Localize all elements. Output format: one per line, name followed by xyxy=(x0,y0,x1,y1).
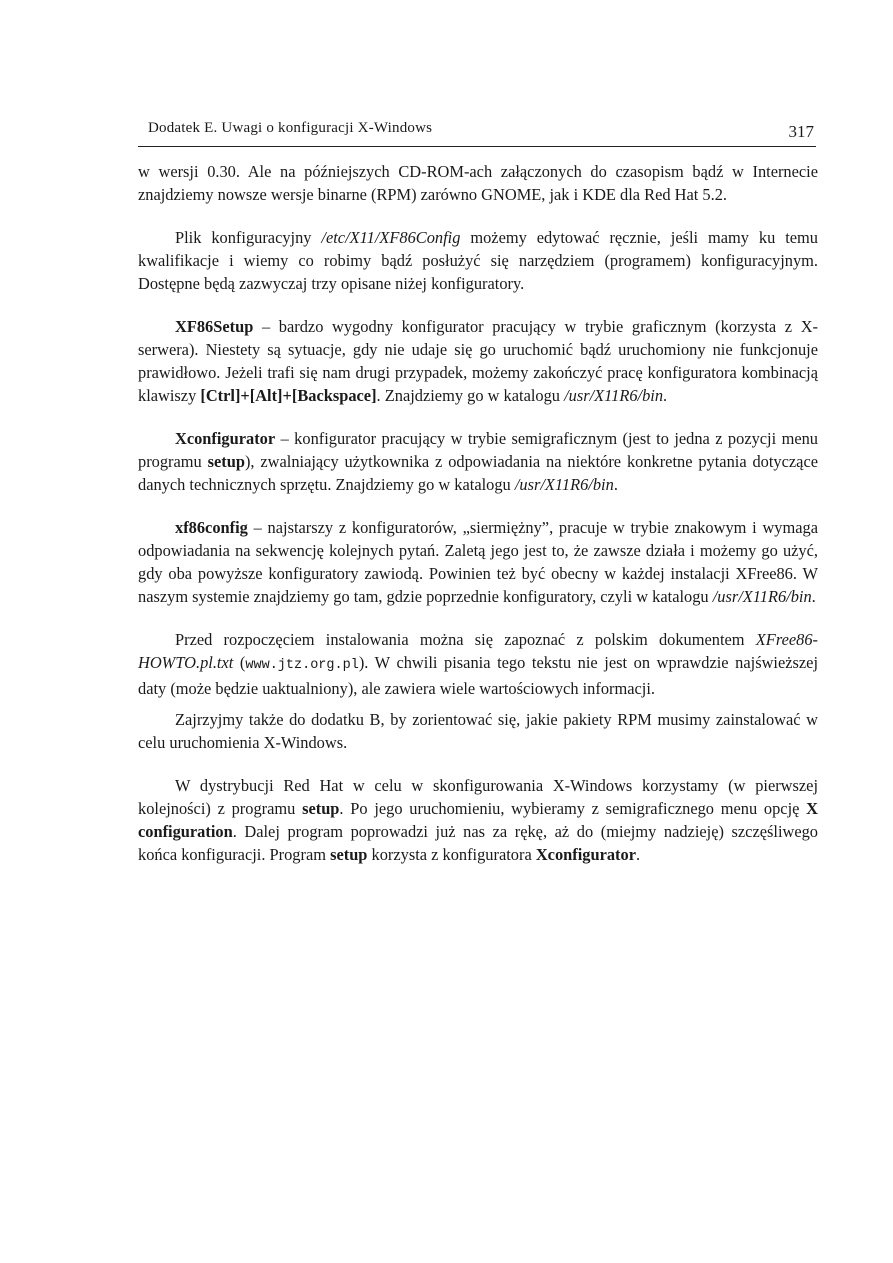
chapter-title: Dodatek E. Uwagi o konfiguracji X-Windows xyxy=(148,120,433,136)
paragraph-appendix-b: Zajrzyjmy także do dodatku B, by zorientować się, jakie pakiety RPM musimy zainstalować w celu uruchomienia X-Windows. xyxy=(138,710,818,752)
paragraph-2: Plik konfiguracyjny /etc/X11/XF86Config możemy edytować ręcznie, jeśli mamy ku temu kwalifikacje i wiemy co robimy bądź posłużyć się narzędziem (programem) konfiguracyjnym. Dostępne będą zazwyczaj trzy opisane niżej konfiguratory. xyxy=(138,228,818,293)
bin-path: /usr/X11R6/bin xyxy=(564,386,664,405)
running-header xyxy=(138,118,816,147)
page-number: 317 xyxy=(788,122,814,141)
howto-document: XFree86-HOWTO.pl.txt xyxy=(138,630,818,672)
bin-path: /usr/X11R6/bin xyxy=(514,475,614,494)
body-text xyxy=(138,160,818,886)
paragraph-xconfigurator: Xconfigurator – konfigurator pracujący w trybie semigraficznym (jest to jedna z pozycji menu programu setup), zwalniający użytkownika z odpowiadania na niektóre konkretne pytania dotyczące danych technicznych sprzętu. Znajdziemy go w katalogu /usr/X11R6/bin. xyxy=(138,429,818,494)
term-xconfigurator: Xconfigurator xyxy=(535,845,636,864)
website-url: www.jtz.org.pl xyxy=(245,658,359,673)
term-xf86config: xf86config xyxy=(175,518,248,537)
paragraph-xf86setup: XF86Setup – bardzo wygodny konfigurator pracujący w trybie graficznym (korzysta z X-serwera). Niestety są sytuacje, gdy nie udaje się go uruchomić bądź uruchomiony nie funkcjonuje prawidłowo. Jeżeli trafi się nam drugi przypadek, możemy zakończyć pracę konfiguratora kombinacją klawiszy [Ctrl]+[Alt]+[Backspace]. Znajdziemy go w katalogu /usr/X11R6/bin. xyxy=(138,317,818,405)
key-combination: [Ctrl]+[Alt]+[Backspace] xyxy=(200,386,377,405)
paragraph-howto: Przed rozpoczęciem instalowania można się zapoznać z polskim dokumentem XFree86-HOWTO.pl.txt (www.jtz.org.pl). W chwili pisania tego tekstu nie jest on wprawdzie najświeższej daty (może będzie uaktualniony), ale zawiera wiele wartościowych informacji. xyxy=(138,630,818,698)
term-setup: setup xyxy=(330,845,368,864)
term-setup: setup xyxy=(207,452,245,471)
term-x-configuration: X configuration xyxy=(138,799,818,841)
paragraph-xf86config: xf86config – najstarszy z konfiguratorów, „siermiężny”, pracuje w trybie znakowym i wymaga odpowiadania na sekwencję kolejnych pytań. Zaletą jego jest to, że zawsze działa i możemy go użyć, gdy oba powyższe konfiguratory zawiodą. Powinien też być obecny w każdej instalacji XFree86. W naszym systemie znajdziemy go tam, gdzie poprzednie konfiguratory, czyli w katalogu /usr/X11R6/bin. xyxy=(138,518,818,606)
term-setup: setup xyxy=(302,799,340,818)
term-xconfigurator: Xconfigurator xyxy=(175,429,276,448)
paragraph-redhat: W dystrybucji Red Hat w celu w skonfigurowania X-Windows korzystamy (w pierwszej kolejności) z programu setup. Po jego uruchomieniu, wybieramy z semigraficznego menu opcję X configuration. Dalej program poprowadzi już nas za rękę, aż do (miejmy nadzieję) szczęśliwego końca konfiguracji. Program setup korzysta z konfiguratora Xconfigurator. xyxy=(138,776,818,864)
paragraph-1: w wersji 0.30. Ale na późniejszych CD-ROM-ach załączonych do czasopism bądź w Internecie znajdziemy nowsze wersje binarne (RPM) zarówno GNOME, jak i KDE dla Red Hat 5.2. xyxy=(138,162,818,204)
term-xf86setup: XF86Setup xyxy=(175,317,254,336)
bin-path: /usr/X11R6/bin xyxy=(712,587,812,606)
config-path: /etc/X11/XF86Config xyxy=(321,228,461,247)
